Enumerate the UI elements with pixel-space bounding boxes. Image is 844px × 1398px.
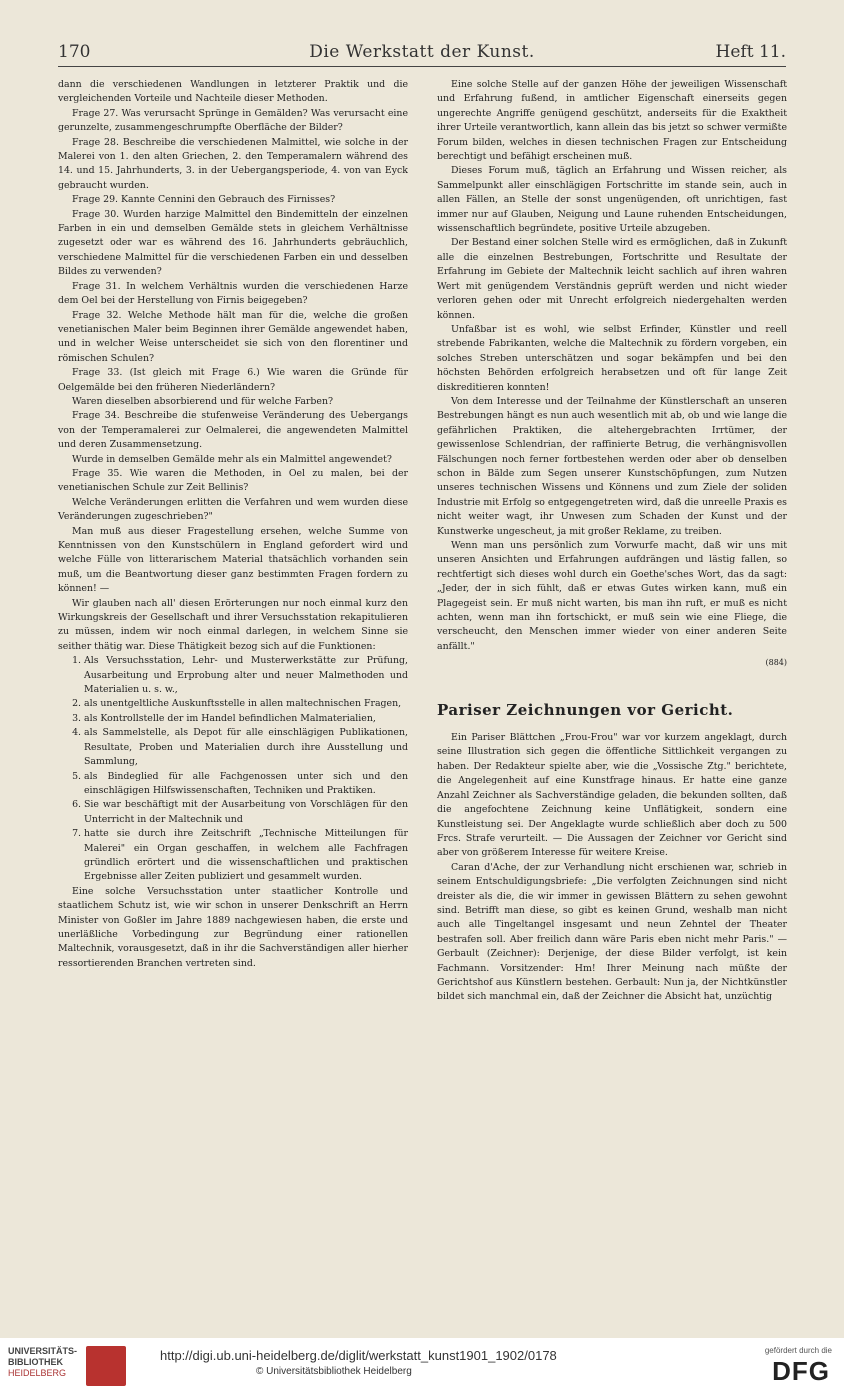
page-header bbox=[58, 40, 786, 66]
logo-line-1: UNIVERSITÄTS- bbox=[8, 1346, 78, 1356]
permalink-url[interactable]: http://digi.ub.uni-heidelberg.de/diglit/werkstatt_kunst1901_1902/0178 bbox=[160, 1348, 557, 1363]
paragraph: Frage 30. Wurden harzige Malmittel den Bindemitteln der einzelnen Farben in ein und demselben Gemälde stets in gleichem Verhältnisse zugesetzt oder war es während des 16. Jahrhunderts gebräuchlich, verschiedene Malmittel für die verschiedenen Farben ein und desselben Bildes zu verwenden? bbox=[58, 208, 408, 278]
paragraph: Frage 34. Beschreibe die stufenweise Veränderung des Uebergangs von der Temperamalerei zur Oelmalerei, die angewendeten Malmittel und deren Zusammensetzung. bbox=[58, 410, 408, 451]
paragraph: Frage 33. (Ist gleich mit Frage 6.) Wie waren die Gründe für Oelgemälde bei den früheren Niederländern? bbox=[58, 367, 408, 393]
page-number: 170 bbox=[58, 42, 91, 62]
paragraph: Frage 32. Welche Methode hält man für die, welche die großen venetianischen Maler beim Beginnen ihrer Gemälde angewendet haben, und in welcher Weise unterscheidet sie sich von den florentiner und römischen Schulen? bbox=[58, 309, 408, 364]
paragraph: Frage 29. Kannte Cennini den Gebrauch des Firnisses? bbox=[72, 194, 336, 206]
logo-line-3: HEIDELBERG bbox=[8, 1368, 67, 1378]
left-column bbox=[58, 78, 408, 971]
library-logo[interactable] bbox=[8, 1346, 168, 1386]
right-column bbox=[437, 78, 787, 1005]
list-item: 7. hatte sie durch ihre Zeitschrift „Technische Mitteilungen für Malerei" ein Organ geschaffen, in welchem alle Fachfragen gründlich erörtert und die wissenschaftlichen und praktischen Ergebnisse aller Zeiten publiziert und gesammelt wurden. bbox=[84, 827, 408, 885]
paragraph: Wir glauben nach all' diesen Erörterungen nur noch einmal kurz den Wirkungskreis der Gesellschaft und ihrer Versuchsstation rekapitulieren zu müssen, indem wir noch einmal darlegen, in welchem Sinne sie seither thätig war. Diese Thätigkeit bezog sich auf die Funktionen: bbox=[58, 597, 408, 652]
article-signature: (884) bbox=[765, 658, 787, 668]
list-item: 5. als Bindeglied für alle Fachgenossen unter sich und den einschlägigen Hilfswissenschaften, Techniken und Praktiken. bbox=[84, 770, 408, 799]
paragraph: Frage 31. In welchem Verhältnis wurden die verschiedenen Harze dem Oel bei der Herstellung von Firnis beigegeben? bbox=[58, 280, 408, 307]
paragraph: Unfaßbar ist es wohl, wie selbst Erfinder, Künstler und reell strebende Fabrikanten, welche die Maltechnik zu fördern vorgeben, ein solches Streben unterschätzen und sogar bekämpfen und bei den höchsten Behörden erfolgreich herabsetzen und oft für lange Zeit diskreditieren konnten! bbox=[437, 323, 787, 393]
list-item: 4. als Sammelstelle, als Depot für alle einschlägigen Publikationen, Resultate, Proben und Materialien durch ihre Ausstellung und Sammlung, bbox=[84, 726, 408, 769]
funding-note: gefördert durch die bbox=[764, 1346, 832, 1355]
logo-line-2: BIBLIOTHEK bbox=[8, 1357, 63, 1367]
list-item: 2. als unentgeltliche Auskunftsstelle in allen maltechnischen Fragen, bbox=[84, 697, 408, 711]
paragraph: Frage 27. Was verursacht Sprünge in Gemälden? Was verursacht eine gerunzelte, zusammengeschrumpfte Oberfläche der Bilder? bbox=[58, 107, 408, 134]
list-item: 3. als Kontrollstelle der im Handel befindlichen Malmaterialien, bbox=[84, 712, 408, 726]
paragraph: Caran d'Ache, der zur Verhandlung nicht erschienen war, schrieb in seinem Entschuldigungsbriefe: „Die verfolgten Zeichnungen sind nicht dreister als die, die wir immer in gewissen Blättern zu sehen gewohnt sind. Betrifft man diese, so gibt es keinen Grund, weshalb man nicht auch alle Tingeltangel insgesamt und neun Zehntel der Theater bestrafen soll. Aber freilich dann wäre Paris eben nicht mehr Paris." — Gerbault (Zeichner): Derjenige, der diese Bilder verfolgt, ist kein Fachmann. Vorsitzender: Hm! Ihrer Meinung nach müßte der Gerichtshof aus Künstlern bestehen. Gerbault: Nun ja, der Nichtkünstler bildet sich manchmal ein, daß der Zeichner die Absicht hat, unzüchtig bbox=[437, 861, 787, 1003]
section-title: Pariser Zeichnungen vor Gericht. bbox=[437, 700, 734, 719]
paragraph: Der Bestand einer solchen Stelle wird es ermöglichen, daß in Zukunft alle die einzelnen Bestrebungen, Fortschritte und Resultate der Erfahrung im Gebiete der Maltechnik leicht sachlich auf ihren wahren Wert mit genügendem Verständnis geprüft werden und nicht wieder verloren gehen oder mit Unrecht erfolgreich niedergehalten werden können. bbox=[437, 237, 787, 321]
running-title: Die Werkstatt der Kunst. bbox=[309, 42, 535, 62]
dfg-logo[interactable]: DFG bbox=[772, 1356, 830, 1386]
paragraph: Wenn man uns persönlich zum Vorwurfe macht, daß wir uns mit unseren Ansichten und Erfahrungen aufdrängen und lästig fallen, so rechtfertigt sich dieses wohl durch ein Goethe'sches Wort, das da sagt: „Jeder, der in sich fühlt, daß er etwas Gutes wirken kann, muß ein Plagegeist sein. Er muß nicht warten, bis man ihn ruft, er muß es nicht achten, wenn man ihn fortschickt, er muß sein wie eine Fliege, die verscheucht, den Menschen immer wieder von einer anderen Seite anfällt." bbox=[437, 540, 787, 652]
paragraph: Eine solche Stelle auf der ganzen Höhe der jeweiligen Wissenschaft und Erfahrung fußend, in amtlicher Eigenschaft einerseits gegen ungerechte Angriffe genügend geschützt, anderseits für die Exaktheit ihrer Urteile verantwortlich, kann allein das bis jetzt so schwer vermißte Forum bilden, welches in diesen technischen Fragen zur Entscheidung berechtigt und befähigt erscheinen muß. bbox=[437, 79, 787, 163]
copyright-notice: © Universitätsbibliothek Heidelberg bbox=[256, 1366, 412, 1377]
paragraph: Frage 35. Wie waren die Methoden, in Oel zu malen, bei der venetianischen Schule zur Zeit Bellinis? bbox=[58, 467, 408, 494]
paragraph: Welche Veränderungen erlitten die Verfahren und wem wurden diese Veränderungen zugeschrieben?" bbox=[58, 496, 408, 523]
paragraph: Dieses Forum muß, täglich an Erfahrung und Wissen reicher, als Sammelpunkt aller einschlägigen Fortschritte im stande sein, auch in allen Fällen, an Stelle der sonst ungenügenden, oft unrichtigen, fast immer nur auf Glauben, Neigung und Laune ruhenden Entscheidungen, wissenschaftlich begründete, positive Urteile abzugeben. bbox=[437, 165, 787, 235]
paragraph: Von dem Interesse und der Teilnahme der Künstlerschaft an unseren Bestrebungen hängt es nun auch wesentlich mit ab, ob und wie lange die gefährlichen Praktiken, die altehergebrachten Irrtümer, der gewissenlose Schlendrian, der raffinierte Betrug, die verhängnisvollen Fälschungen noch ferner fortbestehen werden oder aber ob denselben schon in Bälde zum Segen unserer Kunstschöpfungen, zum Nutzen unseres technischen Wissens und Könnens und zum Ziele der soliden Industrie mit Erfolg so entgegengetreten wird, daß die unreelle Praxis es nicht weiter wagt, ihr Unwesen zum Schaden der Kunst und der Kunstwerke ungescheut, ja mit großer Reklame, zu treiben. bbox=[437, 395, 787, 537]
paragraph: Man muß aus dieser Fragestellung ersehen, welche Summe von Kenntnissen von den Kunstschülern in England gefordert wird und welche Fülle von litterarischem Material thatsächlich vorhanden sein muß, um die Beantwortung dieser ganz bestimmten Fragen fordern zu können! — bbox=[58, 525, 408, 595]
library-seal-icon bbox=[86, 1346, 126, 1386]
paragraph: Ein Pariser Blättchen „Frou-Frou" war vor kurzem angeklagt, durch seine Illustration sich gegen die öffentliche Sittlichkeit vergangen zu haben. Der Redakteur spielte aber, wie die „Vossische Ztg." berichtete, die Angelegenheit auf eine Kunstfrage hinaus. Er hatte eine ganze Anzahl Zeichner als Sachverständige geladen, die bekunden sollten, daß die angefochtene Zeichnung keine Unflätigkeit, sondern eine Kunstleistung sei. Der Angeklagte wurde schließlich aber doch zu 500 Frcs. Strafe verurteilt. — Die Aussagen der Zeichner vor Gericht sind aber von größerem Interesse für weitere Kreise. bbox=[437, 732, 787, 859]
paragraph: Eine solche Versuchsstation unter staatlicher Kontrolle und staatlichem Schutz ist, wie wir schon in unserer Denkschrift an Herrn Minister von Goßler im Jahre 1889 nachgewiesen haben, die erste und unerläßliche Vorbedingung zur Begründung einer rationellen Maltechnik, vorausgesetzt, daß in ihr die Sachverständigen aller hierher ressortierenden Branchen vertreten sind. bbox=[58, 885, 408, 969]
paragraph: Wurde in demselben Gemälde mehr als ein Malmittel angewendet? bbox=[72, 453, 392, 465]
paragraph: dann die verschiedenen Wandlungen in letzterer Praktik und die vergleichenden Vorteile und Nachteile dieser Methoden. bbox=[58, 79, 408, 105]
function-list bbox=[58, 654, 408, 885]
header-rule bbox=[58, 66, 786, 67]
issue-label: Heft 11. bbox=[715, 42, 786, 62]
paragraph: Frage 28. Beschreibe die verschiedenen Malmittel, wie solche in der Malerei von 1. den alten Griechen, 2. den Temperamalern während des 14. und 15. Jahrhunderts, 3. in der Uebergangsperiode, 4. von van Eyck gebraucht wurden. bbox=[58, 136, 408, 191]
list-item: 6. Sie war beschäftigt mit der Ausarbeitung von Vorschlägen für den Unterricht in der Maltechnik und bbox=[84, 798, 408, 827]
paragraph: Waren dieselben absorbierend und für welche Farben? bbox=[72, 395, 334, 407]
list-item: 1. Als Versuchsstation, Lehr- und Musterwerkstätte zur Prüfung, Ausarbeitung und Erprobung alter und neuer Malmethoden und Materialien u. s. w., bbox=[84, 654, 408, 697]
